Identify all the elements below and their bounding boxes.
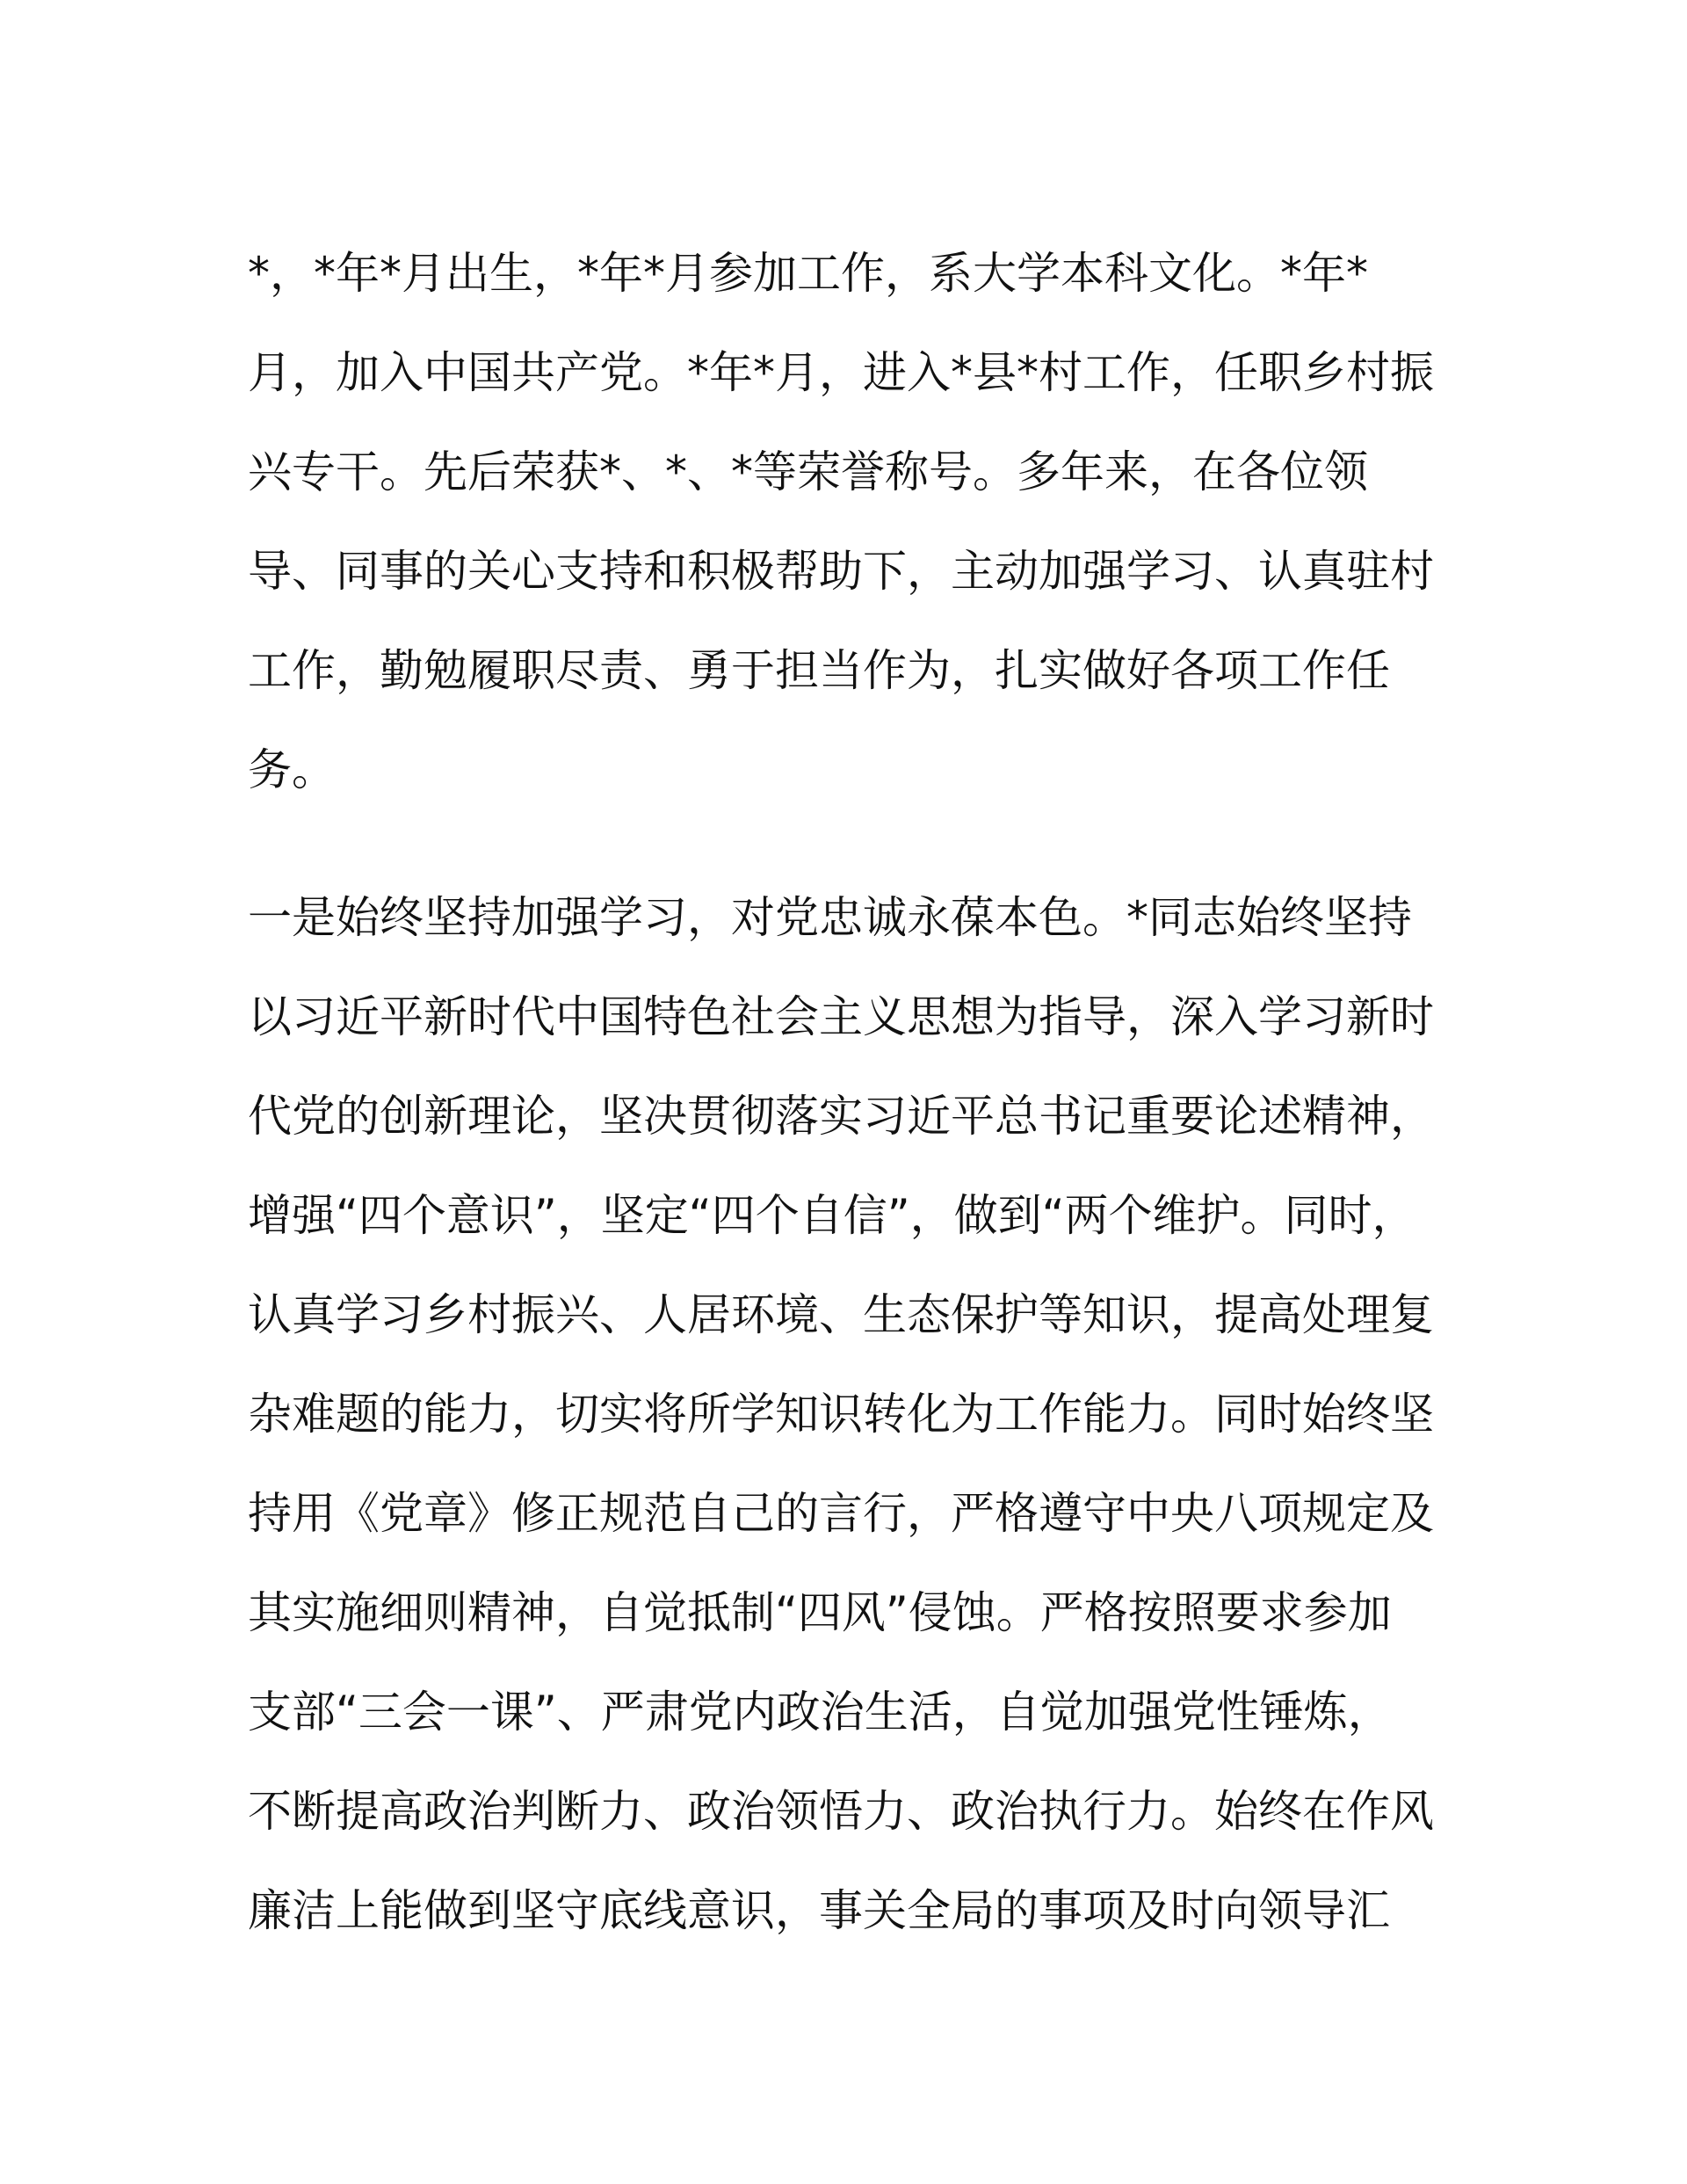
text-line: 兴专干。先后荣获*、*、*等荣誉称号。多年来，在各位领 (248, 446, 1368, 497)
paragraph-spacer (248, 820, 1447, 868)
text-line: 代党的创新理论，坚决贯彻落实习近平总书记重要论述精神， (248, 1091, 1434, 1142)
text-line: 支部“三会一课”、严肃党内政治生活，自觉加强党性锤炼， (248, 1687, 1392, 1738)
text-line: 增强“四个意识”，坚定“四个自信”，做到“两个维护。同时， (248, 1190, 1416, 1241)
text-line: 持用《党章》修正规范自己的言行，严格遵守中央八项规定及 (248, 1488, 1434, 1539)
text-line: 务。 (248, 744, 336, 795)
paragraph-intro (248, 224, 1447, 820)
text-line: 一是始终坚持加强学习，对党忠诚永葆本色。*同志始终坚持 (248, 892, 1412, 943)
text-line: 杂难题的能力，切实将所学知识转化为工作能力。同时始终坚 (248, 1389, 1434, 1440)
text-line: 工作，勤勉履职尽责、勇于担当作为，扎实做好各项工作任 (248, 645, 1390, 696)
paragraph-study (248, 868, 1447, 1961)
text-line: *，*年*月出生，*年*月参加工作，系大学本科文化。*年* (248, 248, 1368, 299)
document-body (248, 224, 1447, 1961)
text-line: 不断提高政治判断力、政治领悟力、政治执行力。始终在作风 (248, 1786, 1434, 1837)
text-line: 其实施细则精神，自觉抵制“四风”侵蚀。严格按照要求参加 (248, 1587, 1392, 1638)
text-line: 认真学习乡村振兴、人居环境、生态保护等知识，提高处理复 (248, 1289, 1434, 1340)
text-line: 导、同事的关心支持和积极帮助下，主动加强学习、认真驻村 (248, 546, 1434, 597)
text-line: 以习近平新时代中国特色社会主义思想为指导，深入学习新时 (248, 991, 1434, 1042)
text-line: 月，加入中国共产党。*年*月，进入*县*村工作，任职乡村振 (248, 347, 1434, 398)
text-line: 廉洁上能做到坚守底线意识，事关全局的事项及时向领导汇 (248, 1885, 1390, 1936)
